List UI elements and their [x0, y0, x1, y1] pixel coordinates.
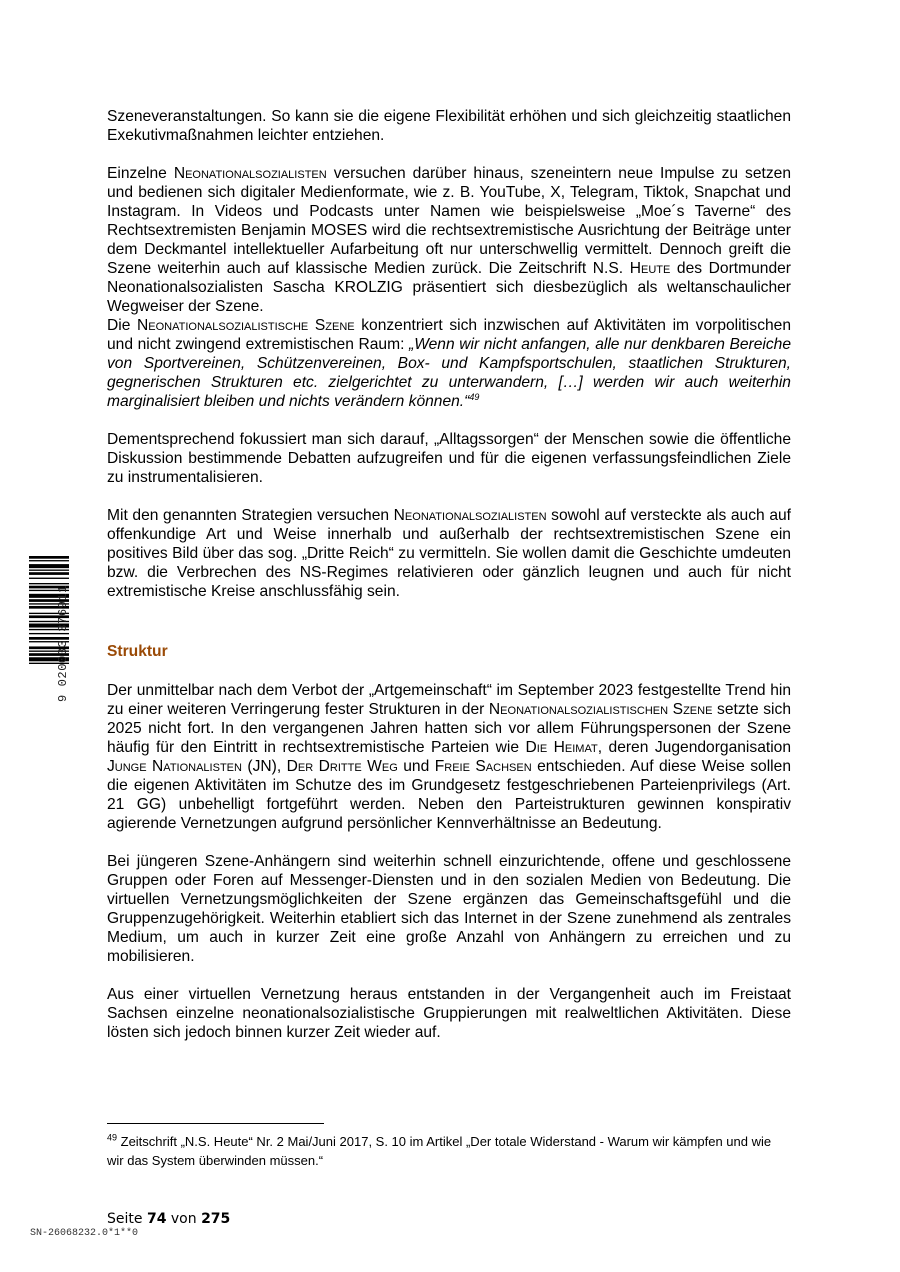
paragraph: Einzelne Neonationalsozialisten versuchen darüber hinaus, szeneintern neue Impulse zu setzen und bedienen sich digitaler Medienformate, wie z. B. YouTube, X, Telegram, Tiktok, Snapchat und Instagram. In Videos und Podcasts unter Namen wie beispielsweise „Moe´s Taverne“ des Rechtsextremisten Benjamin MOSES wird die rechtsextremistische Ausrichtung der Beiträge unter dem Deckmantel intellektueller Aufarbeitung oft nur unterschwellig vermittelt. Dennoch greift die Szene weiterhin auch auf klassische Medien zurück. Die Zeitschrift N.S. Heute des Dortmunder Neonationalsozialisten Sascha KROLZIG präsentiert sich diesbezüglich als weltanschaulicher Wegweiser der Szene.: [107, 165, 791, 315]
paragraph: Mit den genannten Strategien versuchen Neonationalsozialisten sowohl auf versteckte als auch auf offenkundige Art und Weise innerhalb und außerhalb der rechtsextremistischen Szene ein positives Bild über das sog. „Dritte Reich“ zu vermitteln. Sie wollen damit die Geschichte umdeuten bzw. die Verbrechen des NS-Regimes relativieren oder gänzlich leugnen und auch für nicht extremistische Kreise anschlussfähig sein.: [107, 507, 791, 600]
footnote-reference[interactable]: 49: [469, 391, 480, 402]
footnote: $^{49}$ Zeitschrift „N.S. Heute“ Nr. 2 Mai/Juni 2017, S. 10 im Artikel „Der totale Widerstand - Warum wir kämpfen und wie wir das System überwinden müssen.“: [107, 1132, 772, 1168]
page-number: Seite 74 von 275: [107, 1211, 231, 1227]
section-heading: Struktur: [107, 643, 168, 660]
paragraph: Bei jüngeren Szene-Anhängern sind weiterhin schnell einzurichtende, offene und geschlossene Gruppen oder Foren auf Messenger-Diensten und in den sozialen Medien von Bedeutung. Die virtuellen Vernetzungsmöglichkeiten der Szene ergänzen das Gemeinschaftsgefühl und die Gruppenzugehörigkeit. Weiterhin etabliert sich das Internet in der Szene zunehmend als zentrales Medium, um auch in kurzer Zeit eine große Anzahl von Anhängern zu erreichen und zu mobilisieren.: [107, 853, 791, 965]
footnote-divider: [107, 1123, 324, 1124]
main-text-block-1: [107, 107, 791, 620]
paragraph: Die Neonationalsozialistische Szene konzentriert sich inzwischen auf Aktivitäten im vorpolitischen und nicht zwingend extremistischen Raum: „Wenn wir nicht anfangen, alle nur denkbaren Bereiche von Sportvereinen, Schützenvereinen, Box- und Kampfsportschulen, staatlichen Strukturen, gegnerischen Strukturen etc. zielgerichtet zu unterwandern, […] werden wir auch weiterhin marginalisiert bleiben und nichts verändern können.“$^{49}$: [107, 317, 792, 410]
paragraph: Szeneveranstaltungen. So kann sie die eigene Flexibilität erhöhen und sich gleichzeitig staatlichen Exekutivmaßnahmen leichter entziehen.: [107, 108, 791, 144]
main-text-block-2: [107, 681, 791, 1061]
document-code: SN-26068232.0*1**0: [30, 1228, 139, 1239]
barcode-number: 9 020033 376911: [56, 584, 70, 702]
footnote-number: 49: [107, 1132, 118, 1143]
paragraph: Der unmittelbar nach dem Verbot der „Artgemeinschaft“ im September 2023 festgestellte Trend hin zu einer weiteren Verringerung fester Strukturen in der Neonationalsozialistischen Szene setzte sich 2025 nicht fort. In den vergangenen Jahren hatten sich vor allem Führungspersonen der Szene häufig für den Eintritt in rechtsextremistische Parteien wie Die Heimat, deren Jugendorganisation Junge Nationalisten (JN), Der Dritte Weg und Freie Sachsen entschieden. Auf diese Weise sollen die eigenen Aktivitäten im Schutze des im Grundgesetz festgeschriebenen Parteienprivilegs (Art. 21 GG) unbehelligt fortgeführt werden. Neben den Parteistrukturen gewinnen konspirativ agierende Vernetzungen aufgrund persönlicher Kennverhältnisse an Bedeutung.: [107, 682, 792, 832]
paragraph: Aus einer virtuellen Vernetzung heraus entstanden in der Vergangenheit auch im Freistaat Sachsen einzelne neonationalsozialistische Gruppierungen mit realweltlichen Aktivitäten. Diese lösten sich jedoch binnen kurzer Zeit wieder auf.: [107, 986, 791, 1041]
quote: „Wenn wir nicht anfangen, alle nur denkbaren Bereiche von Sportvereinen, Schützenvereinen, Box- und Kampfsportschulen, staatlichen Strukturen, gegnerischen Strukturen etc. zielgerichtet zu unterwandern, […] werden wir auch weiterhin marginalisiert bleiben und nichts verändern können.“: [107, 336, 791, 410]
paragraph: Dementsprechend fokussiert man sich darauf, „Alltagssorgen“ der Menschen sowie die öffentliche Diskussion bestimmende Debatten aufzugreifen und für die eigenen verfassungsfeindlichen Ziele zu instrumentalisieren.: [107, 431, 791, 486]
